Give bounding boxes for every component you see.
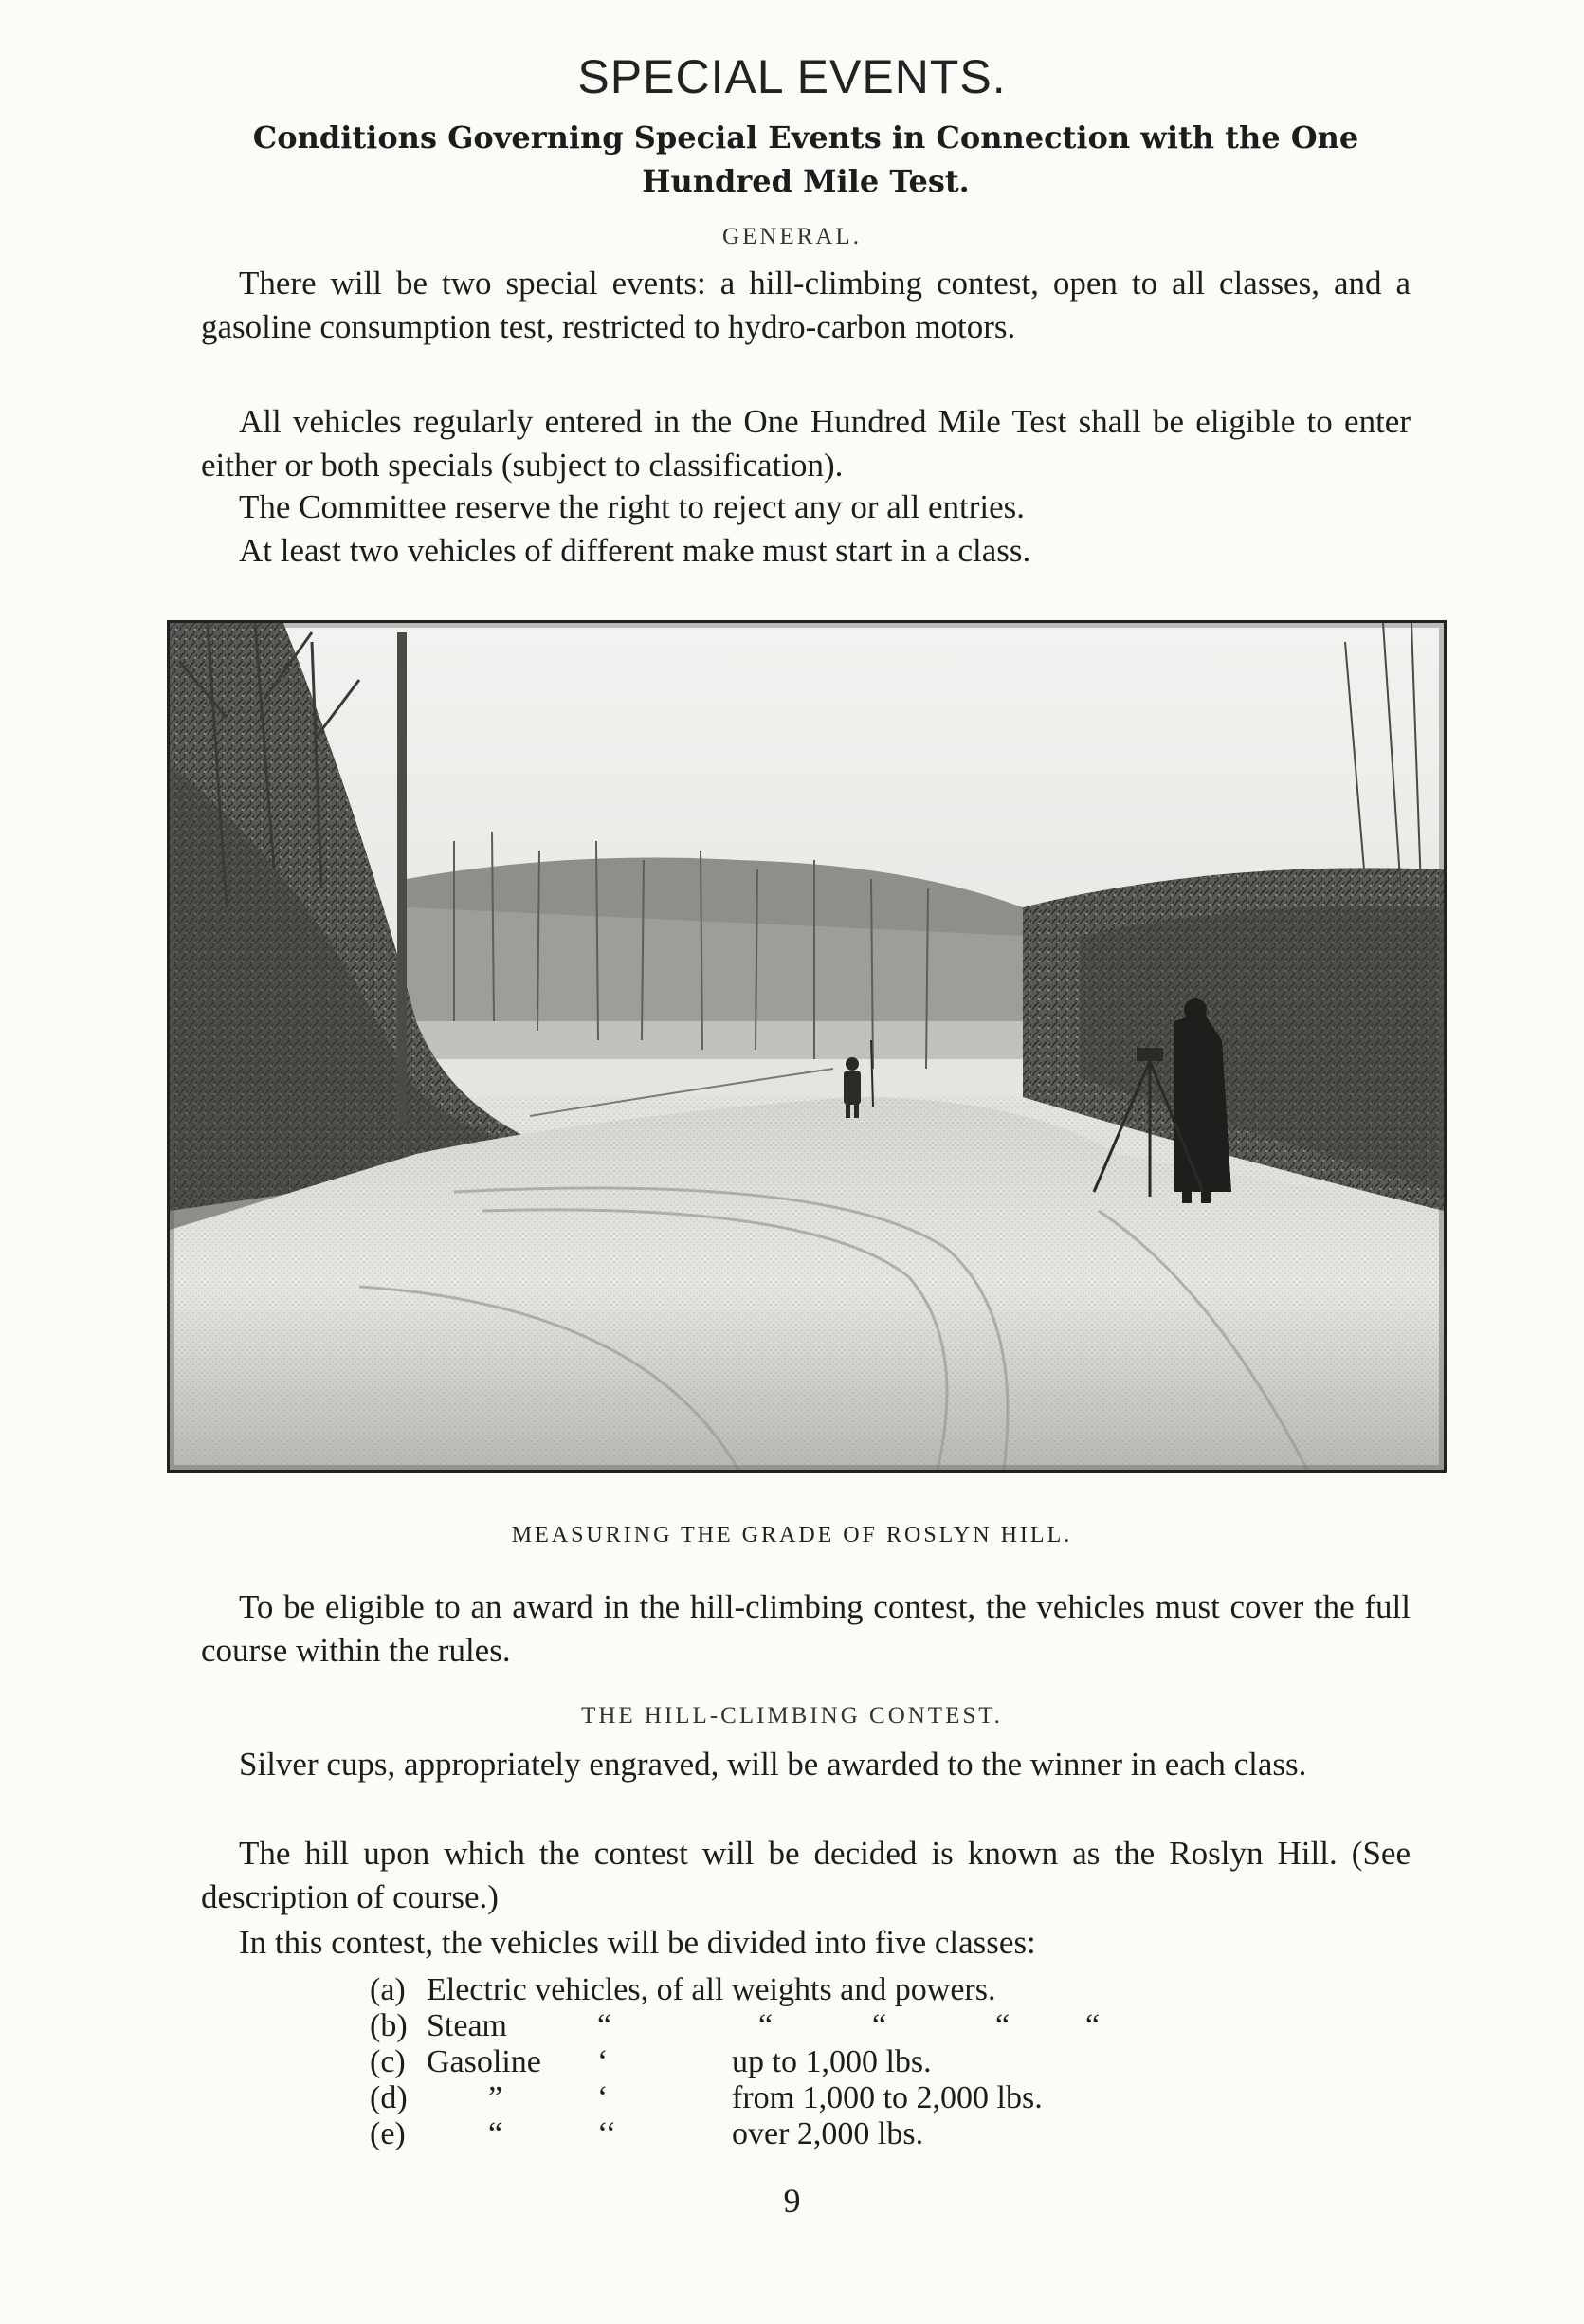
roslyn-hill-photo-illustration [170, 623, 1444, 1470]
photograph-roslyn-hill [167, 620, 1447, 1473]
page-subtitle: Conditions Governing Special Events in Connection with the One Hundred Mile Test. [252, 119, 1359, 199]
section-heading-general: GENERAL. [722, 224, 862, 249]
ditto-mark: “ [1085, 2008, 1101, 2043]
weight-range: up to 1,000 lbs. [732, 2044, 932, 2079]
ditto-mark: “ [758, 2008, 774, 2043]
class-letter: (e) [370, 2116, 406, 2151]
section-heading-hill-climbing: THE HILL-CLIMBING CONTEST. [581, 1703, 1003, 1729]
weight-range: over 2,000 lbs. [732, 2116, 924, 2151]
class-letter: (d) [370, 2080, 408, 2115]
paragraph-roslyn-hill: The hill upon which the contest will be decided is known as the Roslyn Hill. (See description of course.) [201, 1835, 1411, 1915]
paragraph-five-classes: In this contest, the vehicles will be divided into five classes: [239, 1924, 1036, 1961]
ditto-mark: ” [488, 2080, 503, 2115]
ditto-mark: ‘ [597, 2080, 609, 2115]
class-name: Gasoline [427, 2044, 541, 2079]
ditto-mark: ‘‘ [597, 2116, 617, 2151]
paragraph-two-vehicles: At least two vehicles of different make must start in a class. [239, 532, 1031, 569]
page-number: 9 [783, 2182, 801, 2220]
photo-caption: MEASURING THE GRADE OF ROSLYN HILL. [511, 1523, 1073, 1547]
ditto-mark: “ [488, 2116, 503, 2151]
class-name: Steam [427, 2008, 507, 2043]
weight-range: from 1,000 to 2,000 lbs. [732, 2080, 1043, 2115]
ditto-mark: “ [995, 2008, 1010, 2043]
ditto-mark: “ [872, 2008, 887, 2043]
ditto-mark: “ [597, 2008, 612, 2043]
paragraph-award-eligibility: To be eligible to an award in the hill-climbing contest, the vehicles must cover the full course within the rules. [201, 1588, 1411, 1669]
page-title: SPECIAL EVENTS. [577, 50, 1007, 103]
paragraph-committee-rights: The Committee reserve the right to reject any or all entries. [239, 488, 1025, 525]
ditto-mark: ‘ [597, 2044, 609, 2079]
paragraph-silver-cups: Silver cups, appropriately engraved, will be awarded to the winner in each class. [239, 1746, 1307, 1783]
class-letter: (a) [370, 1972, 406, 2007]
paragraph-eligibility-entries: All vehicles regularly entered in the One Hundred Mile Test shall be eligible to enter either or both specials (subject to classification). [201, 403, 1411, 484]
class-name: Electric vehicles, of all weights and powers. [427, 1972, 996, 2007]
class-letter: (b) [370, 2008, 408, 2043]
paragraph-special-events: There will be two special events: a hill-climbing contest, open to all classes, and a gasoline consumption test, restricted to hydro-carbon motors. [201, 265, 1411, 345]
class-letter: (c) [370, 2044, 406, 2079]
